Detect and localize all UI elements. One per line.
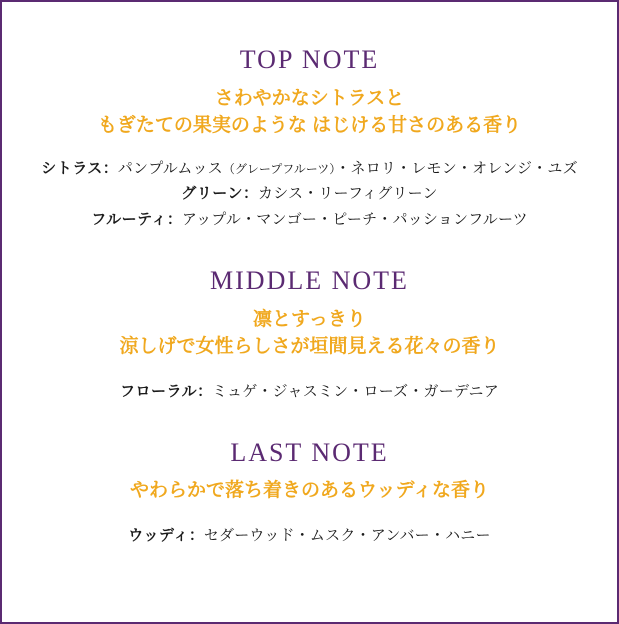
ingredient-row <box>2 379 617 405</box>
notes-content <box>2 2 617 549</box>
ingredient-row <box>2 523 617 549</box>
middle-note-tagline-line-2: 涼しげで女性らしさが垣間見える花々の香り <box>119 336 500 358</box>
top-note-title: TOP NOTE <box>239 45 380 74</box>
top-note-tagline-line-1: さわやかなシトラスと <box>214 87 405 109</box>
ingredient-label: フルーティ <box>91 211 167 229</box>
last-note-tagline <box>27 477 593 505</box>
ingredient-items: パンプルムッス <box>117 159 223 177</box>
top-note-tagline <box>27 85 593 140</box>
section-last-note <box>2 439 617 549</box>
ingredient-row <box>2 181 617 207</box>
ingredient-items: セダーウッド・ムスク・アンバー・ハニー <box>203 526 491 544</box>
middle-note-ingredient-list <box>2 379 617 405</box>
middle-note-tagline-line-1: 凛とすっきり <box>253 308 366 330</box>
ingredient-separator: ： <box>102 159 118 177</box>
ingredient-label: グリーン <box>181 185 243 203</box>
last-note-title: LAST NOTE <box>230 437 389 467</box>
ingredient-label: フローラル <box>120 382 198 400</box>
ingredient-items-tail: ・ネロリ・レモン・オレンジ・ユズ <box>335 159 578 177</box>
top-note-tagline-line-2: もぎたての果実のような はじける甘さのある香り <box>97 115 522 137</box>
middle-note-title: MIDDLE NOTE <box>210 266 409 296</box>
ingredient-label: ウッディ <box>128 526 189 544</box>
middle-note-tagline <box>27 306 593 361</box>
ingredient-separator: ： <box>188 526 204 544</box>
ingredient-row <box>2 207 617 233</box>
ingredient-separator: ： <box>242 185 258 203</box>
ingredient-separator: ： <box>166 211 182 229</box>
top-note-ingredient-list <box>2 156 617 233</box>
ingredient-separator: ： <box>197 382 213 400</box>
ingredient-label: シトラス <box>41 159 103 177</box>
section-top-note <box>2 46 617 233</box>
ingredient-items: カシス・リーフィグリーン <box>258 185 438 203</box>
last-note-tagline-line-1: やわらかで落ち着きのあるウッディな香り <box>129 480 490 502</box>
ingredient-items: アップル・マンゴー・ピーチ・パッションフルーツ <box>181 211 528 229</box>
ingredient-items-annotation: （グレープフルーツ） <box>222 161 336 176</box>
ingredient-row <box>2 156 617 182</box>
ingredient-items: ミュゲ・ジャスミン・ローズ・ガーデニア <box>212 382 499 400</box>
last-note-ingredient-list <box>2 523 617 549</box>
section-middle-note <box>2 267 617 404</box>
